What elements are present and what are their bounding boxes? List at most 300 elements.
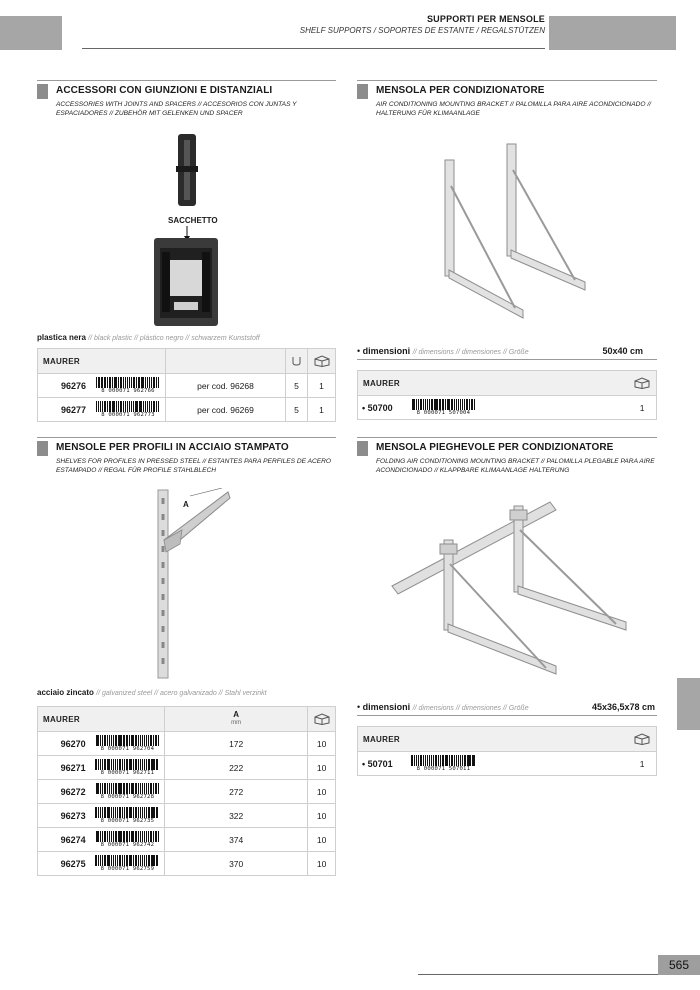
barcode-bar bbox=[151, 759, 152, 770]
barcode-bar bbox=[100, 735, 101, 746]
barcode-bar bbox=[109, 831, 110, 842]
barcode-bar bbox=[451, 755, 453, 766]
barcode-bar bbox=[447, 399, 448, 410]
barcode-bar bbox=[138, 759, 139, 770]
barcode-bar bbox=[118, 831, 119, 842]
barcode-bar bbox=[113, 831, 114, 842]
barcode-bar bbox=[152, 759, 154, 770]
barcode-bar bbox=[123, 377, 124, 388]
barcode-bar bbox=[126, 735, 127, 746]
material-note-accessori bbox=[37, 333, 260, 342]
barcode bbox=[408, 752, 480, 775]
barcode-bar bbox=[157, 759, 158, 770]
table-row bbox=[38, 373, 335, 397]
table-body bbox=[38, 731, 335, 875]
barcode-bar bbox=[140, 855, 141, 866]
barcode-bar bbox=[429, 755, 430, 766]
barcode-bar bbox=[117, 855, 118, 866]
barcode-bar bbox=[104, 759, 106, 770]
barcode-bar bbox=[119, 735, 121, 746]
barcode-bar bbox=[442, 399, 443, 410]
barcode-bar bbox=[111, 807, 112, 818]
barcode-number: 8 000071 962728 bbox=[100, 794, 155, 800]
barcode-bars bbox=[95, 759, 159, 770]
barcode-bar bbox=[474, 399, 475, 410]
barcode-bar bbox=[142, 831, 144, 842]
barcode-bar bbox=[126, 855, 128, 866]
barcode-bar bbox=[127, 401, 129, 412]
barcode-bar bbox=[148, 759, 150, 770]
barcode-bar bbox=[147, 377, 148, 388]
barcode-bar bbox=[135, 807, 137, 818]
barcode-bar bbox=[153, 735, 155, 746]
table-mensole bbox=[37, 706, 336, 876]
barcode-bar bbox=[431, 755, 432, 766]
section-subtitle: ACCESSORIES WITH JOINTS AND SPACERS // ACCESORIOS CON JUNTAS Y ESPACIADORES // ZUBEHÖR MIT GELENKEN UND SPACER bbox=[56, 101, 297, 117]
barcode-bar bbox=[458, 755, 459, 766]
section-marker bbox=[357, 84, 368, 99]
barcode-bars bbox=[96, 735, 160, 746]
barcode-bar bbox=[429, 399, 430, 410]
product-image-accessori bbox=[150, 130, 230, 330]
barcode-bar bbox=[98, 759, 99, 770]
barcode-bar bbox=[140, 759, 141, 770]
barcode-bar bbox=[451, 399, 453, 410]
barcode-bar bbox=[136, 377, 138, 388]
barcode-bar bbox=[125, 377, 126, 388]
table-row bbox=[38, 803, 335, 827]
barcode-bar bbox=[454, 755, 455, 766]
barcode-bar bbox=[96, 783, 97, 794]
barcode-bar bbox=[464, 399, 465, 410]
barcode-bar bbox=[146, 783, 147, 794]
qty-box-cell: 1 bbox=[307, 398, 335, 421]
qty-box-cell: 10 bbox=[307, 780, 335, 803]
barcode-bar bbox=[132, 735, 134, 746]
barcode-bar bbox=[420, 755, 422, 766]
header-block-left bbox=[0, 16, 62, 50]
barcode-bar bbox=[442, 755, 444, 766]
header-divider bbox=[82, 48, 545, 49]
dimension-label: dimensioni bbox=[362, 701, 411, 712]
barcode-bar bbox=[111, 831, 112, 842]
code-cell: 96274 bbox=[60, 834, 86, 845]
barcode-bar bbox=[111, 759, 112, 770]
qty-box-cell: 1 bbox=[639, 758, 645, 769]
barcode-bar bbox=[104, 401, 106, 412]
barcode-bar bbox=[147, 401, 148, 412]
table-pieghevole bbox=[357, 726, 657, 776]
section-title: MENSOLA PIEGHEVOLE PER CONDIZIONATORE bbox=[376, 442, 614, 453]
barcode-bar bbox=[124, 735, 125, 746]
barcode bbox=[408, 396, 480, 419]
barcode-bar bbox=[100, 401, 101, 412]
barcode-bar bbox=[119, 783, 121, 794]
section-subtitle: SHELVES FOR PROFILES IN PRESSED STEEL // ESTANTES PARA PERFILES DE ACERO ESTAMPADO // REGAL FÜR PROFILE STAHLBLECH bbox=[56, 458, 332, 474]
barcode-bar bbox=[448, 399, 450, 410]
barcode-bar bbox=[473, 755, 474, 766]
barcode-bar bbox=[118, 735, 119, 746]
section-pieghevole bbox=[357, 437, 657, 475]
barcode-bar bbox=[462, 399, 463, 410]
barcode-bar bbox=[158, 401, 159, 412]
barcode-bar bbox=[98, 807, 99, 818]
barcode-bar bbox=[119, 759, 121, 770]
section-heading bbox=[37, 441, 336, 456]
barcode-bar bbox=[472, 755, 473, 766]
barcode-bar bbox=[153, 377, 155, 388]
barcode-bar bbox=[142, 807, 143, 818]
barcode-bar bbox=[112, 401, 113, 412]
barcode-bar bbox=[446, 755, 447, 766]
barcode-bar bbox=[150, 783, 151, 794]
barcode-bar bbox=[418, 399, 419, 410]
barcode-bar bbox=[464, 755, 466, 766]
barcode-bar bbox=[129, 759, 130, 770]
barcode-bar bbox=[460, 399, 461, 410]
barcode-bar bbox=[458, 399, 460, 410]
barcode-bar bbox=[416, 399, 417, 410]
barcode-bar bbox=[129, 783, 130, 794]
barcode-bar bbox=[148, 735, 149, 746]
barcode-bar bbox=[123, 401, 124, 412]
barcode-bar bbox=[140, 831, 141, 842]
barcode-bar bbox=[142, 783, 144, 794]
barcode-bar bbox=[104, 377, 106, 388]
dimension-bar-condizionatore bbox=[357, 342, 657, 360]
barcode-bar bbox=[113, 783, 114, 794]
barcode-bar bbox=[120, 401, 122, 412]
code-cell: 96275 bbox=[60, 858, 86, 869]
barcode-bar bbox=[125, 401, 126, 412]
box-icon bbox=[628, 371, 656, 395]
barcode-bar bbox=[122, 759, 123, 770]
barcode-bar bbox=[107, 401, 108, 412]
barcode-bar bbox=[96, 401, 97, 412]
barcode-bar bbox=[119, 807, 121, 818]
barcode-bar bbox=[102, 759, 103, 770]
a-value-cell: 272 bbox=[164, 780, 307, 803]
barcode-bar bbox=[123, 783, 124, 794]
box-icon bbox=[307, 349, 335, 373]
barcode-bar bbox=[423, 399, 424, 410]
table-header bbox=[38, 349, 335, 373]
barcode-bar bbox=[142, 759, 143, 770]
brand-logo: MAURER bbox=[363, 378, 400, 388]
barcode-bar bbox=[425, 755, 427, 766]
table-row bbox=[38, 755, 335, 779]
material-label: acciaio zincato bbox=[37, 688, 94, 697]
barcode-bar bbox=[122, 807, 123, 818]
barcode-bar bbox=[129, 831, 130, 842]
barcode-bar bbox=[420, 399, 422, 410]
barcode-bar bbox=[149, 377, 150, 388]
barcode-bar bbox=[117, 759, 118, 770]
barcode-bar bbox=[140, 807, 141, 818]
barcode-bar bbox=[135, 855, 137, 866]
barcode-bar bbox=[438, 755, 439, 766]
barcode-bar bbox=[107, 735, 108, 746]
barcode-bar bbox=[112, 377, 113, 388]
barcode-bar bbox=[129, 377, 130, 388]
desc-cell: per cod. 96269 bbox=[165, 398, 285, 421]
section-mensole bbox=[37, 437, 336, 475]
barcode-bar bbox=[156, 401, 157, 412]
product-image-condizionatore bbox=[435, 140, 595, 320]
qty-box-cell: 10 bbox=[307, 732, 335, 755]
barcode-bar bbox=[414, 755, 415, 766]
barcode-bar bbox=[146, 759, 147, 770]
barcode-bar bbox=[116, 401, 117, 412]
barcode-bar bbox=[113, 735, 114, 746]
box-icon bbox=[628, 727, 656, 751]
barcode-bar bbox=[440, 755, 441, 766]
footer-divider bbox=[418, 974, 658, 975]
barcode-bar bbox=[139, 401, 140, 412]
barcode-bar bbox=[433, 755, 434, 766]
section-heading bbox=[357, 441, 657, 456]
dimension-label-group: • dimensioni // dimensions // dimensiones // Größe bbox=[357, 345, 529, 356]
barcode-bar bbox=[124, 783, 125, 794]
barcode-bar bbox=[119, 855, 121, 866]
section-marker bbox=[37, 441, 48, 456]
barcode-bar bbox=[97, 735, 99, 746]
barcode-bar bbox=[144, 807, 145, 818]
barcode-bar bbox=[98, 377, 100, 388]
barcode-bar bbox=[456, 755, 457, 766]
barcode-bar bbox=[140, 735, 141, 746]
section-subtitle: FOLDING AIR CONDITIONING MOUNTING BRACKET // PALOMILLA PLEGABLE PARA AIRE ACONDICIONADO // KLAPPBARE KLIMAANLAGE HALTERUNG bbox=[376, 458, 655, 474]
brand-logo: MAURER bbox=[43, 714, 80, 724]
barcode bbox=[91, 780, 165, 803]
a-value-cell: 322 bbox=[164, 804, 307, 827]
barcode-bar bbox=[138, 377, 139, 388]
barcode-bars bbox=[412, 399, 476, 410]
barcode-number: 8 000071 962735 bbox=[100, 818, 155, 824]
ac-bracket-illustration bbox=[435, 140, 595, 320]
barcode-bar bbox=[138, 783, 139, 794]
barcode-bar bbox=[109, 401, 111, 412]
barcode-bar bbox=[416, 755, 417, 766]
barcode-bar bbox=[153, 783, 155, 794]
barcode-bar bbox=[148, 783, 149, 794]
section-rule bbox=[357, 437, 657, 438]
section-heading bbox=[357, 84, 657, 99]
barcode-bars bbox=[96, 831, 160, 842]
brand-logo: MAURER bbox=[43, 356, 80, 366]
barcode-bar bbox=[144, 831, 145, 842]
table-row bbox=[38, 731, 335, 755]
page-number: 565 bbox=[658, 955, 700, 975]
barcode-bar bbox=[104, 855, 106, 866]
barcode-number: 8 000071 962773 bbox=[101, 412, 155, 418]
barcode-bar bbox=[144, 735, 145, 746]
barcode-bar bbox=[157, 807, 158, 818]
barcode-bar bbox=[118, 401, 119, 412]
barcode-bar bbox=[102, 401, 103, 412]
code-cell: 96277 bbox=[60, 404, 86, 415]
barcode-bar bbox=[127, 377, 128, 388]
barcode-bar bbox=[440, 399, 441, 410]
barcode-bar bbox=[132, 831, 134, 842]
dimension-value: 50x40 cm bbox=[602, 345, 643, 356]
qty-box-cell: 10 bbox=[307, 756, 335, 779]
barcode-bar bbox=[471, 399, 472, 410]
barcode-bar bbox=[146, 831, 147, 842]
barcode-bar bbox=[149, 401, 151, 412]
barcode-number: 8 000071 962704 bbox=[100, 746, 155, 752]
barcode-bar bbox=[158, 735, 159, 746]
code-cell: 96273 bbox=[60, 810, 86, 821]
barcode-bar bbox=[130, 759, 131, 770]
barcode-bar bbox=[119, 831, 121, 842]
barcode-bar bbox=[146, 807, 147, 818]
barcode-bar bbox=[98, 401, 99, 412]
section-rule bbox=[357, 80, 657, 81]
barcode-bar bbox=[104, 831, 106, 842]
barcode-bar bbox=[124, 855, 125, 866]
barcode-number: 8 000071 507004 bbox=[416, 410, 471, 416]
barcode-bar bbox=[135, 783, 137, 794]
barcode-bar bbox=[427, 399, 428, 410]
product-image-mensole bbox=[150, 488, 240, 683]
table-header bbox=[358, 371, 656, 395]
barcode-bar bbox=[107, 831, 108, 842]
barcode-bar bbox=[96, 377, 97, 388]
barcode-bar bbox=[97, 783, 99, 794]
barcode-bar bbox=[115, 831, 117, 842]
barcode-bar bbox=[97, 831, 99, 842]
barcode-bars bbox=[96, 401, 160, 412]
barcode-bar bbox=[113, 807, 114, 818]
barcode-bar bbox=[138, 831, 139, 842]
product-image-pieghevole bbox=[390, 500, 640, 680]
barcode-bar bbox=[158, 783, 159, 794]
section-heading bbox=[37, 84, 336, 99]
header-title-group bbox=[300, 14, 545, 35]
barcode bbox=[91, 374, 165, 397]
barcode-bars bbox=[96, 783, 160, 794]
barcode-bar bbox=[107, 783, 108, 794]
barcode-number: 8 000071 962711 bbox=[100, 770, 155, 776]
barcode-bar bbox=[118, 783, 119, 794]
barcode-bar bbox=[140, 783, 141, 794]
barcode-bar bbox=[107, 807, 108, 818]
barcode-bar bbox=[445, 399, 446, 410]
barcode-bar bbox=[101, 377, 102, 388]
barcode-bar bbox=[151, 377, 152, 388]
barcode-bar bbox=[131, 783, 132, 794]
barcode-bar bbox=[109, 377, 110, 388]
barcode-bar bbox=[104, 735, 106, 746]
barcode-bar bbox=[158, 377, 159, 388]
barcode-bar bbox=[431, 399, 433, 410]
a-value-cell: 374 bbox=[164, 828, 307, 851]
box-icon bbox=[307, 707, 335, 731]
barcode-bar bbox=[100, 855, 101, 866]
barcode-bar bbox=[115, 377, 117, 388]
barcode-bar bbox=[427, 755, 428, 766]
barcode-bar bbox=[133, 855, 134, 866]
table-condizionatore bbox=[357, 370, 657, 420]
barcode-bar bbox=[138, 855, 139, 866]
barcode-bar bbox=[133, 807, 134, 818]
barcode-bar bbox=[445, 755, 446, 766]
barcode-bars bbox=[96, 377, 160, 388]
barcode-bar bbox=[150, 831, 151, 842]
header-block-right bbox=[549, 16, 676, 50]
barcode-bar bbox=[435, 755, 437, 766]
barcode-bar bbox=[108, 807, 110, 818]
barcode bbox=[91, 732, 165, 755]
barcode-bar bbox=[135, 831, 137, 842]
brand-logo: MAURER bbox=[363, 734, 400, 744]
section-title: MENSOLA PER CONDIZIONATORE bbox=[376, 85, 545, 96]
section-accessori bbox=[37, 80, 336, 118]
header-desc bbox=[165, 349, 285, 373]
barcode-bar bbox=[412, 399, 413, 410]
barcode-bar bbox=[115, 807, 116, 818]
folding-bracket-illustration bbox=[390, 500, 640, 680]
barcode-bar bbox=[113, 855, 114, 866]
barcode-bar bbox=[439, 399, 440, 410]
barcode-bar bbox=[96, 831, 97, 842]
image-label-a: A bbox=[183, 500, 189, 509]
barcode-bar bbox=[131, 735, 132, 746]
barcode-bar bbox=[111, 783, 112, 794]
barcode-bar bbox=[102, 377, 103, 388]
barcode-bar bbox=[129, 735, 130, 746]
barcode-bar bbox=[466, 399, 467, 410]
section-condizionatore bbox=[357, 80, 657, 118]
barcode-bar bbox=[425, 399, 426, 410]
barcode-bar bbox=[104, 783, 106, 794]
barcode bbox=[91, 852, 165, 875]
barcode-bar bbox=[130, 855, 131, 866]
barcode-bar bbox=[122, 855, 123, 866]
barcode-number: 8 000071 962742 bbox=[100, 842, 155, 848]
barcode-bar bbox=[434, 399, 435, 410]
barcode-bar bbox=[146, 855, 147, 866]
barcode-bar bbox=[129, 807, 130, 818]
a-value-cell: 370 bbox=[164, 852, 307, 875]
barcode-bar bbox=[124, 831, 125, 842]
barcode-bar bbox=[100, 783, 101, 794]
barcode-bar bbox=[153, 401, 155, 412]
qty-box-cell: 10 bbox=[307, 852, 335, 875]
table-row bbox=[358, 751, 656, 775]
barcode-bar bbox=[133, 401, 134, 412]
barcode-bar bbox=[153, 831, 155, 842]
barcode-bar bbox=[156, 759, 157, 770]
barcode-bar bbox=[113, 401, 114, 412]
barcode-bar bbox=[141, 377, 142, 388]
code-cell: 96271 bbox=[60, 762, 86, 773]
barcode-bar bbox=[102, 831, 103, 842]
barcode-bar bbox=[145, 377, 146, 388]
dimension-translations: // dimensions // dimensiones // Größe bbox=[412, 704, 529, 712]
barcode-bar bbox=[460, 755, 461, 766]
barcode-bar bbox=[115, 855, 116, 866]
table-header bbox=[358, 727, 656, 751]
barcode-bar bbox=[113, 759, 114, 770]
qty-box-cell: 10 bbox=[307, 804, 335, 827]
barcode-bar bbox=[131, 401, 132, 412]
table-row bbox=[38, 779, 335, 803]
barcode-bar bbox=[123, 831, 124, 842]
barcode-bar bbox=[143, 401, 144, 412]
side-tab bbox=[677, 678, 700, 730]
